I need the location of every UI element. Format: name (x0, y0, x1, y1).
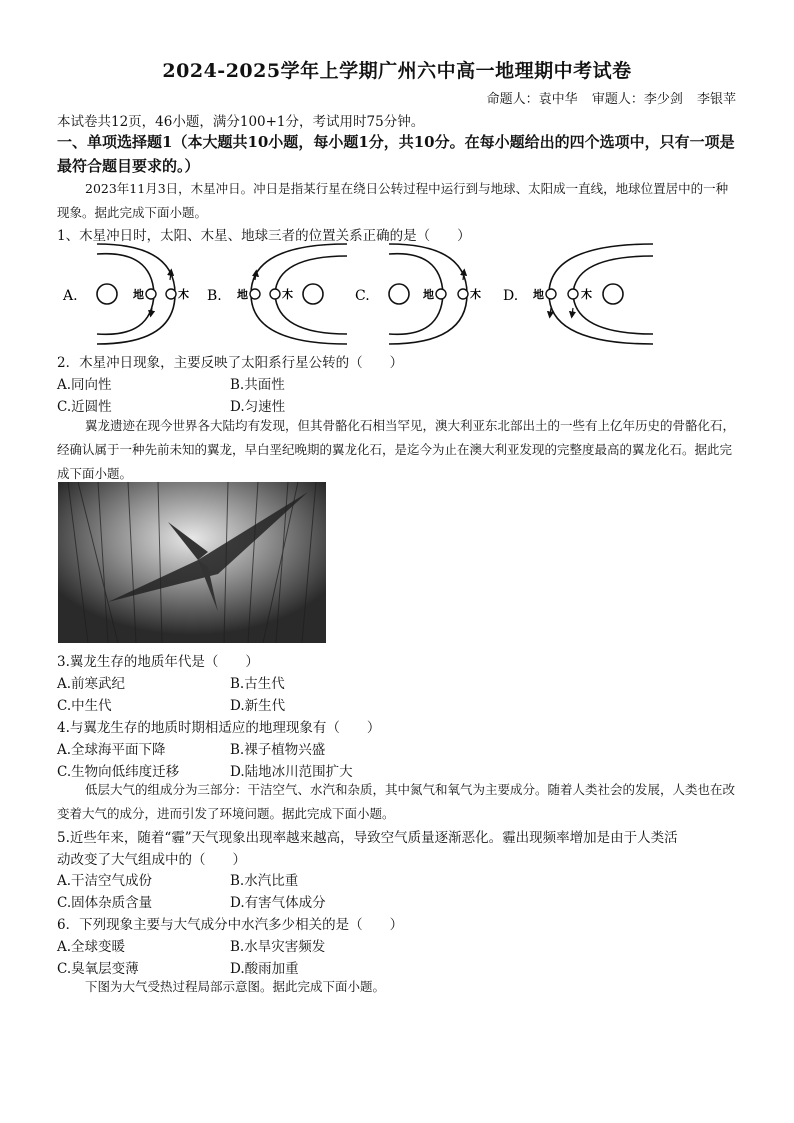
intro-jupiter (57, 177, 737, 225)
q4-option-d[interactable]: D.陆地冰川范围扩大 (230, 764, 353, 780)
jupiter-label: 木 (178, 288, 189, 301)
q2-option-c[interactable]: C.近圆性 (57, 399, 112, 415)
q4-option-c[interactable]: C.生物向低纬度迁移 (57, 764, 180, 780)
q6-option-b[interactable]: B.水旱灾害频发 (230, 939, 326, 955)
reviewer: 审题人：李少剑 (591, 92, 683, 107)
earth-icon (146, 289, 156, 299)
jupiter-label: 木 (581, 288, 592, 301)
earth-label: 地 (423, 288, 434, 301)
earth-icon (250, 289, 260, 299)
q6-stem: 6．下列现象主要与大气成分中水汽多少相关的是（ ） (57, 917, 404, 933)
option-a-label: A. (63, 288, 78, 304)
q5-option-c[interactable]: C.固体杂质含量 (57, 895, 153, 911)
q4-stem: 4.与翼龙生存的地质时期相适应的地理现象有（ ） (57, 720, 381, 736)
intro-pterosaur-text: 翼龙遗迹在现今世界各大陆均有发现，但其骨骼化石相当罕见，澳大利亚东北部出土的一些有上亿年历史的骨骼化石，经确认属于一种先前未知的翼龙，早白垩纪晚期的翼龙化石，是迄今为止在澳大利亚发现的完整度最高的翼龙化石。据此完成下面小题。 (57, 418, 736, 481)
jupiter-orbit (251, 244, 347, 344)
q5-option-a[interactable]: A.干洁空气成份 (57, 873, 153, 889)
jupiter-label: 木 (470, 288, 481, 301)
q6-option-c[interactable]: C.臭氧层变薄 (57, 961, 139, 977)
option-c-label: C. (355, 288, 370, 304)
option-b-label: B. (207, 288, 222, 304)
q5-stem-line-1: 5.近些年来，随着“霾”天气现象出现率越来越高，导致空气质量逐渐恶化。霾出现频率增加是由于人类活 (57, 830, 678, 846)
q3-option-b[interactable]: B.古生代 (230, 676, 285, 692)
intro-pterosaur (57, 414, 737, 486)
earth-orbit (389, 254, 443, 335)
jupiter-icon (270, 289, 280, 299)
earth-label: 地 (533, 288, 544, 301)
orbit-arrow-icon (572, 308, 573, 315)
intro-atmosphere-text: 低层大气的组成分为三部分：干洁空气、水汽和杂质，其中氮气和氧气为主要成分。随着人类社会的发展，人类也在改变着大气的成分，进而引发了环境问题。据此完成下面小题。 (57, 782, 736, 821)
option-c-diagram[interactable] (355, 244, 481, 344)
earth-label: 地 (133, 288, 144, 301)
earth-label: 地 (237, 288, 248, 301)
q3-option-a[interactable]: A.前寒武纪 (57, 676, 126, 692)
q6-option-d[interactable]: D.酸雨加重 (230, 961, 299, 977)
option-d-label: D. (503, 288, 519, 304)
sun-icon (389, 284, 409, 304)
page-title: 2024-2025学年上学期广州六中高一地理期中考试卷 (162, 60, 632, 82)
q4-option-a[interactable]: A.全球海平面下降 (57, 742, 166, 758)
q5-option-b[interactable]: B.水汽比重 (230, 873, 299, 889)
q5-option-d[interactable]: D.有害气体成分 (230, 895, 326, 911)
pterosaur-photo (58, 482, 326, 643)
orbit-arrow-icon (550, 308, 551, 315)
sun-icon (97, 284, 117, 304)
jupiter-icon (166, 289, 176, 299)
sun-icon (303, 284, 323, 304)
q5-stem-line-2: 动改变了大气组成中的（ ） (57, 852, 246, 868)
jupiter-icon (458, 289, 468, 299)
intro-heating (57, 975, 737, 999)
option-a-diagram[interactable] (62, 244, 189, 344)
jupiter-label: 木 (282, 288, 293, 301)
option-b-diagram[interactable] (207, 244, 347, 344)
option-d-diagram[interactable] (503, 244, 653, 344)
exam-info: 本试卷共12页，46小题，满分100+1分，考试用时75分钟。 (57, 114, 425, 130)
q1-stem: 1、木星冲日时，太阳、木星、地球三者的位置关系正确的是（ ） (57, 228, 471, 244)
q1-orbit-diagram (57, 242, 697, 347)
reviewer-2: 李银苹 (696, 92, 736, 107)
intro-atmosphere (57, 778, 737, 826)
intro-jupiter-text: 2023年11月3日，木星冲日。冲日是指某行星在绕日公转过程中运行到与地球、太阳成一直线，地球位置居中的一种现象。据此完成下面小题。 (57, 181, 729, 220)
setter: 命题人：袁中华 (486, 92, 578, 107)
q3-option-d[interactable]: D.新生代 (230, 698, 286, 714)
jupiter-orbit (549, 244, 653, 344)
sun-icon (603, 284, 623, 304)
q2-option-b[interactable]: B.共面性 (230, 377, 285, 393)
q2-option-a[interactable]: A.同向性 (57, 377, 112, 393)
earth-icon (436, 289, 446, 299)
q3-option-c[interactable]: C.中生代 (57, 698, 112, 714)
pterosaur-illustration (58, 482, 326, 643)
q2-option-d[interactable]: D.匀速性 (230, 399, 286, 415)
section-heading: 一、单项选择题1（本大题共10小题，每小题1分，共10分。在每小题给出的四个选项中，只有一项是最符合题目要求的。） (57, 133, 735, 175)
intro-heating-text: 下图为大气受热过程局部示意图。据此完成下面小题。 (85, 979, 386, 994)
earth-icon (546, 289, 556, 299)
jupiter-icon (568, 289, 578, 299)
q2-stem: 2．木星冲日现象，主要反映了太阳系行星公转的（ ） (57, 355, 404, 371)
q3-stem: 3.翼龙生存的地质年代是（ ） (57, 654, 259, 670)
authors-line (477, 88, 736, 107)
q6-option-a[interactable]: A.全球变暖 (57, 939, 126, 955)
q4-option-b[interactable]: B.裸子植物兴盛 (230, 742, 326, 758)
